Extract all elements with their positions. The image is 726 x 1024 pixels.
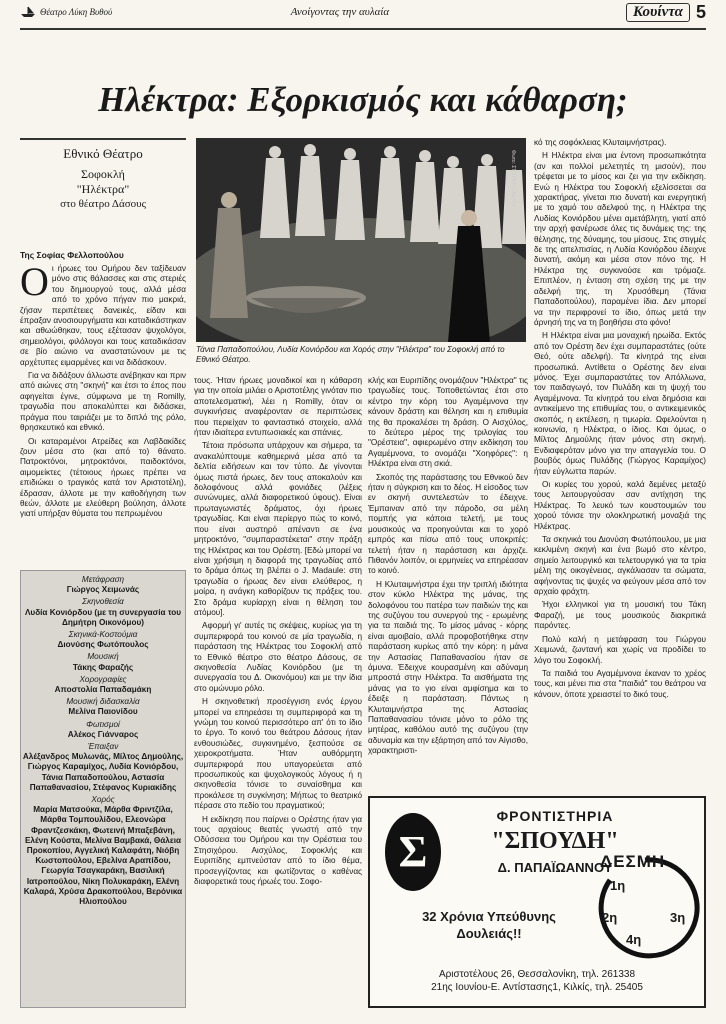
credit-name: Αποστολία Παπαδαμάκη: [54, 685, 152, 695]
paragraph: Οι καταραμένοι Ατρείδες και Λαβδακίδες ζουν μέσα στο (και από το) θάνατο. Πατροκτόνοι, μητροκτόνοι, παιδοκτόνοι, αιμομείκτες (τέτοιους ήρωες πρέπει να επιδιώκει ο τραγικός κατά τον Αριστοτέλη), έδρασαν, άλλοτε με την καθοδήγηση των θεών, άλλοτε με ελεύθερη βούληση, άλλοτε γιατί υπήρξαν θύματα του πεπρωμένου: [20, 436, 186, 519]
paragraph: Η Ηλέκτρα είναι μια έντονη προσωπικότητα (αν και πολλοί μελετητές τη μισούν), που τρέφεται με το μίσος και ζει για την εκδίκηση. Ενώ η Ηλέκτρα του Σοφοκλή εξελίσσεται σα χαρακτήρας, γίνεται πιο δυνατή και ενεργητική με το χαμό του αδελφού της, η Ηλέκτρα της Λυδίας Κονιόρδου μένει αμετάβλητη, γιατί από την αρχή φανέρωσε όλες τις δυνάμεις της: της θέλησης, της δύναμης, του μίσους. Στις στιγμές δε της απελπισίας, η Λυδία Κονιόρδου έδειχνε δυνατή, ακόμη και μέσα στον πόνο της. Η Ηλέκτρα της συγκινούσε και τρόμαζε. Επιπλέον, η ένταση στη σχέση της με την αδελφή της, τη Χρυσόθεμη (Τάνια Παπαδοπούλου), παραμένει ίδια. Δεν μπορεί να την περιφρονεί το ίδιο, όπως μετά την άρνησή της να τη βοηθήσει στο φόνο!: [534, 151, 706, 327]
ad-slogan-line-1: 32 Χρόνια Υπεύθυνης: [422, 909, 556, 924]
credit-name: Αλέκος Γιάνναρος: [67, 729, 139, 739]
header-left-text: Θέατρο Λύκη Βυθού: [40, 7, 113, 17]
ship-icon: [20, 6, 36, 18]
paragraph: Τέτοια πρόσωπα υπάρχουν και σήμερα, τα ανακαλύπτουμε καθημερινά μέσα από τα δελτία ειδήσεων και τον τύπο. Δε γίνονται όμως πιστά ήρωες, δεν τους αποκαλούν και δολοφόνους αλλά φονιάδες (λέξεις συνώνυμες, αλλά διαφορετικού ύφους). Είναι πρωταγωνιστές δράματος, όχι ήρωες τραγωδίας. Και είναι περίεργο πώς το κοινό, που είναι αυστηρό απέναντι σε ένα μητροκτόνο, "συμπαραστέκεται" στην πράξη της Ηλέκτρας και του Ορέστη. [Εδώ μπορεί να είναι χρήσιμη η διαφορά της τραγωδίας από το δράμα όπως τη βλέπει ο J. Madaule: στη τραγωδία ο ήρωας δεν είναι ελεύθερος, η μοίρα, η ανάγκη καθορίζουν τις πράξεις του. Στο δράμα κυρίαρχη είναι η θέληση του ατόμου].: [194, 441, 362, 617]
photo-illustration: [196, 138, 526, 342]
paragraph: Τα σκηνικά του Διονύση Φωτόπουλου, με μια κεκλιμένη σκηνή και ένα βωμό στο κέντρο, σημείο λειτουργικό και τελετουργικό για τα τρία μέλη της οικογένειας, αγκάλιασαν τα σώματα, αφήνοντας τις ψυχές να φεύγουν μέσα από τον αρχαίο φράχτη.: [534, 535, 706, 597]
credit-role: Έπαιξαν: [87, 742, 119, 752]
paragraph: τους. Ήταν ήρωες μοναδικοί και η κάθαρση για την οποία μιλάει ο Αριστοτέλης γινόταν πιο αποτελεσματική, λέει η Romilly, όταν οι συγκινήσεις αναφέρονταν σε περιπτώσεις που περιείχαν το φανταστικό στοιχείο, αλλά ήταν ιδιαίτερα εντυπωσιακές και σπάνιες.: [194, 376, 362, 438]
ad-addresses: [376, 968, 698, 994]
article-title: Ηλέκτρα: Εξορκισμός και κάθαρση;: [98, 80, 628, 119]
paragraph: Αφορμή γι' αυτές τις σκέψεις, κυρίως για τη συμπεριφορά του κοινού σε μία τραγωδία, η παράσταση της Ηλέκτρας του Σοφοκλή από το Εθνικό θέατρο στο θέατρο Δάσους, σε σκηνοθεσία Λυδίας Κονιόρδου (με τη συνεργασία του Δ. Οικονόμου) και με την ίδια στο ομώνυμο ρόλο.: [194, 621, 362, 693]
ad-ordinal: 1η: [610, 878, 626, 893]
logo-letter: Σ: [398, 827, 428, 876]
ad-slogan-line-2: Δουλειάς!!: [456, 926, 522, 941]
paragraph: Η εκδίκηση που παίρνει ο Ορέστης ήταν για τους αρχαίους θεατές γνωστή από την Οδύσσεια του Ομήρου και την Ορέστεια του Στησιχόρου. Αισχύλος, Σοφοκλής και Ευριπίδης εμπνεύσταν από το ίδιο θέμα, προσεγγίζοντας και φωτίζοντας ο καθένας διαφορετικά τους ήρωές του. Σοφο-: [194, 814, 362, 887]
ad-school-name: "ΣΠΟΥΔΗ": [491, 828, 619, 854]
header-section: Ανοίγοντας την αυλαία: [290, 6, 390, 18]
article-column-1: [20, 264, 186, 562]
venue: στο θέατρο Δάσους: [60, 198, 146, 210]
theatre-name: Εθνικό Θέατρο: [63, 146, 143, 161]
paragraph: Οι κυρίες του χορού, καλά δεμένες μεταξύ τους λειτουργούσαν σαν αντίχηση της Ηλέκτρας. Το λευκό των κουστουμιών του χορού τόνισε την ολοκληρωτική μοναξιά της Ηλέκτρας.: [534, 480, 706, 531]
performance-photo: [196, 138, 526, 342]
credit-role: Μετάφραση: [81, 575, 125, 584]
credit-name: Γιώργος Χειμωνάς: [66, 585, 140, 595]
credit-name: Μελίνα Παιονίδου: [68, 707, 138, 717]
ad-school-label: ΦΡΟΝΤΙΣΤΗΡΙΑ: [496, 808, 614, 824]
paragraph: Σκοπός της παράστασης του Εθνικού δεν ήταν η σύγκριση και το δέος. Η είσοδος των εν σκηνή συντελεστών το έδειχνε. Έμπαιναν από την πάροδο, σα μέλη πομπής για κάποια τελετή, με τους μουσικούς να προηγούνται και το χορό εμπρός και πίσω από τους υποκριτές: τελετή ήταν η παράσταση και άρχιζε. Πιθανόν λοιπόν, οι ερμηνείες να επηρέασαν το κοινό.: [368, 472, 528, 576]
credit-role: Μουσική διδασκαλία: [66, 697, 140, 707]
paragraph: Ήχοι ελληνικοί για τη μουσική του Τάκη Φαραζή, με τους μουσικούς διακριτικά παρόντες.: [534, 600, 706, 631]
credit-name: Λυδία Κονιόρδου (με τη συνεργασία του Δημήτρη Οικονόμου): [24, 607, 182, 627]
header-rule: [20, 28, 706, 30]
article-column-2: [194, 376, 362, 1008]
ad-ordinal: 4η: [626, 932, 642, 947]
credits-box: [20, 570, 186, 1008]
photo-credit: Φωτο: ΣΤΟΥΝΤΙΟ ΔΕΛΤΑ: [510, 150, 516, 208]
sigma-logo-icon: [384, 812, 442, 892]
playwright: Σοφοκλή: [81, 167, 125, 181]
credit-name: Διονύσης Φωτόπουλος: [57, 640, 149, 650]
ad-address-2: 21ης Ιουνίου-Ε. Αντίστασης1, Κιλκίς, τηλ. 25405: [431, 982, 643, 993]
ad-slogan: [384, 908, 594, 942]
credit-name: Μαρία Ματσούκα, Μάρθα Φριντζίλα, Μάρθα Τομπουλίδου, Ελεονώρα Φραντζεσκάκη, Φωτεινή Μπαξεβάνη, Ελένη Κούστα, Μελίνα Βαμβακά, Θάλεια Προκοπίου, Αγγελική Καλαφάτη, Νιόβη Κωστοπούλου, Εβελίνα Αραπίδου, Γεωργία Τσαγκαράκη, Βασιλική Ιατροπούλου, Νίκη Πολυκαράκη, Ελένη Καλαρά, Χρύσα Δρακοπούλου, Βερόνικα Ηλιοπούλου: [23, 805, 183, 907]
article-column-4: [534, 138, 706, 788]
paragraph: Τα παιδιά του Αγαμέμνονα έκαναν το χρέος τους, και μένει πια στα "παιδιά" του θεάτρου να κάνουν, όποτε χρειαστεί το δικό τους.: [534, 668, 706, 699]
paragraph: Η σκηνοθετική προσέγγιση ενός έργου μπορεί να επηρεάσει τη συμπεριφορά και τη γνώμη του κοινού περισσότερο απ' ότι το ίδιο το έργο. Το κοινό του θεάτρου Δάσους ήταν ενθουσιώδες, συγκινημένο, ξεσπούσε σε χειροκροτήματα. Ήταν αυθόρμητη συμπεριφορά που υπαγορεύεται από προσωπικούς και ψυχολογικούς λόγους ή η σκηνοθεσία τόνισε το συναίσθημα και προκάλεσε τη συγκίνηση; Μήπως το θεατρικό πέρασε στο πεδίο του πραγματικού;: [194, 697, 362, 811]
brand-logo: Κουίντα: [626, 3, 690, 22]
paragraph: Πολύ καλή η μετάφραση του Γιώργου Χειμωνά, ζωντανή και χωρίς να προδίδει το λόγο του Σοφοκλή.: [534, 634, 706, 665]
ad-owner: Δ. ΠΑΠΑΪΩΑΝΝΟΥ: [497, 860, 613, 875]
paragraph: Η Ηλέκτρα είναι μια μοναχική ηρωίδα. Εκτός από τον Ορέστη δεν έχει συμπαραστάτες (ούτε Θεό, ούτε αδελφή). Τα κίνητρά της είναι προσωπικά. Αντίθετα ο Ορέστης δεν είναι μόνος. Έχει συμπαραστάτες τον Απόλλωνα, τον παιδαγωγό, τον Πυλάδη και τη ψυχή του Αγαμέμνονα. Τα κίνητρά του είναι δημόσια και αντικείμενο της επιθυμίας του, ο αντικειμενικός σκοπός, η εκτέλεση, η τιμωρία. Ωφελούνται η κοινωνία, η Ηλέκτρα, ο ίδιος. Και όμως, ο Μίλτος Δημούλης ήταν μόνος στη σκηνή. Ενδιαφερόταν μόνο για την απαγγελία του. Ο βουβός όμως Πυλάδης (Γιώργος Καραμίχος) ήταν εύγλωττα παρών.: [534, 331, 706, 476]
credit-role: Μουσική: [87, 652, 119, 662]
credit-role: Χορογραφίες: [79, 674, 127, 684]
credit-role: Φωτισμοί: [86, 719, 120, 729]
article-byline: Της Σοφίας Φελλοπούλου: [20, 250, 124, 260]
ad-ordinal: 3η: [670, 910, 686, 925]
paragraph: κλής και Ευριπίδης ονομάζουν "Ηλέκτρα" τις τραγωδίες τους. Τοποθετώντας έτσι στο κέντρο την κόρη του Αγαμέμνονα την κάνουν δράστη και θέληση και η επιθυμία της θα προκαλέσει τη δράση. Ο Αισχύλος, το δεύτερο μέρος της τριλογίας του "Ορέστεια", αφιερωμένο στην εκδίκηση του Αγαμέμνονα, το ονομάζει "Χοηφόρες": η Ηλέκτρα είναι στη σκιά.: [368, 376, 528, 469]
credit-role: Σκηνικά-Κοστούμια: [68, 630, 138, 640]
paragraph: Για να διδάξουν άλλωστε ανέβηκαν και πριν από αιώνες στη "σκηνή" και έτσι το έπος που αφηγείται έγινε, σύμφωνα με τη Romilly, τραγωδία που αποκαλύπτει και διδάσκει, πράγμα που ταιριάζει με το διπλό της ρόλο, θρησκευτικό και εθνικό.: [20, 371, 186, 433]
paragraph: Η Κλυταιμνήστρα έχει την τριπλή ιδιότητα στον κύκλο Ηλέκτρα της μάνας, της δολοφόνου του πατέρα των παιδιών της και της συζύγου του συνεργού της - ερωμένης για τα παιδιά της. Το μίσος μάνας - κόρης είναι αμοιβαίο, αλλά προφοβοτήθηκε στην παράσταση κυρίως από την κόρη: η μάνα την Αστασίας Παπαθανασίου ήταν σε άμυνα. Έδειχνε κουρασμένη και αδύναμη μπροστά στην Ηλέκτρα. Τα αισθήματα της μάνας για το γιο είναι αμφίσημα και το έδειξε η παράσταση. Πάντως η Κλυταιμνήστρα της Αστασίας Παπαθανασίου τόνισε μόνο το ρόλο της μητέρας, καθόλου αυτό της συζύγου (την αδυναμία και την εξάρτηση από τον Αίγισθο, χαρακτηριστι-: [368, 579, 528, 756]
paragraph: ι ήρωες του Ομήρου δεν ταξίδευαν μόνο στις θάλασσες και στις στεριές του δημιουργού τους, αλλά μέσα από το χρόνο πήγαν πιο μακριά, ζήσαν περιπέτειες δανεικές, είδαν και έπραξαν ανοσιουργήματα και καταδικάστηκαν και αθωώθηκαν, τους εξέτασαν ψυχολόγοι, σημειολόγοι, φιλόλογοι και τους καταδικάσαν σε βίο αιώνιο να αναστατώνουν με τις αρχέτυπες ειμαρμένες και να διδάσκουν.: [20, 264, 186, 367]
page-number: 5: [695, 2, 706, 22]
ad-ordinal: 2η: [602, 910, 618, 925]
ad-desmi: ΔΕΣΜΗ: [600, 852, 666, 871]
article-column-3: [368, 376, 528, 788]
header-publication: [20, 6, 112, 18]
credit-role: Σκηνοθεσία: [82, 597, 124, 607]
credit-name: Αλέξανδρος Μυλωνάς, Μίλτος Δημούλης, Γιώργος Καραμίχος, Λυδία Κονιόρδου, Τάνια Παπαδοπούλου, Αστασία Παπαθανασίου, Στέφανος Κυριακίδης: [22, 752, 184, 792]
play-infobox: [20, 138, 186, 236]
photo-caption: Τάνια Παπαδοπούλου, Λυδία Κονιόρδου και Χορός στην "Ηλέκτρα" του Σοφοκλή από το Εθνικό Θέατρο.: [196, 345, 505, 364]
play-title: "Ηλέκτρα": [76, 182, 130, 196]
paragraph: κό της σοφόκλειας Κλυταιμνήστρας).: [534, 138, 667, 147]
header-brand-group: [626, 2, 706, 23]
credit-name: Τάκης Φαραζής: [72, 662, 134, 672]
drop-cap: Ο: [20, 264, 49, 304]
advertisement: [368, 796, 706, 1008]
ad-address-1: Αριστοτέλους 26, Θεσσαλονίκη, τηλ. 261338: [438, 969, 636, 980]
credit-role: Χορός: [91, 795, 115, 805]
